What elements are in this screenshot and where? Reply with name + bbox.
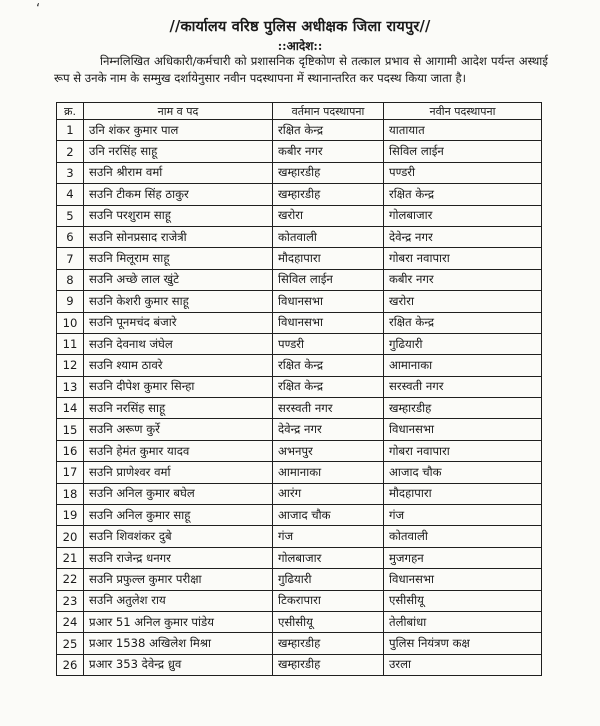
cell-sr: 13 [57,376,84,397]
table-row [57,569,542,590]
cell-new-posting: मुजगहन [384,547,542,568]
cell-current-posting: खम्हारडीह [273,633,384,654]
cell-current-posting: गोलबाजार [273,547,384,568]
cell-current-posting: गुढियारी [273,569,384,590]
cell-name: सउनि अच्छे लाल खुंटे [84,269,273,290]
cell-current-posting: आरंग [273,483,384,504]
table-row [57,440,542,461]
table-row [57,205,542,226]
cell-name: सउनि राजेन्द्र धनगर [84,547,273,568]
table-row [57,333,542,354]
cell-current-posting: टिकरापारा [273,590,384,611]
table-row [57,611,542,632]
cell-new-posting: एसीसीयू [384,590,542,611]
cell-name: सउनि अतुलेश राय [84,590,273,611]
cell-new-posting: गुढियारी [384,333,542,354]
cell-sr: 6 [57,226,84,247]
cell-new-posting: मौदहापारा [384,483,542,504]
cell-name: उनि शंकर कुमार पाल [84,120,273,141]
cell-sr: 22 [57,569,84,590]
cell-sr: 7 [57,248,84,269]
cell-new-posting: कोतवाली [384,526,542,547]
cell-new-posting: उरला [384,654,542,675]
cell-sr: 20 [57,526,84,547]
cell-current-posting: देवेन्द्र नगर [273,419,384,440]
cell-sr: 14 [57,398,84,419]
table-row [57,633,542,654]
cell-name: सउनि मिलूराम साहू [84,248,273,269]
cell-sr: 24 [57,611,84,632]
cell-sr: 3 [57,162,84,183]
table-row [57,248,542,269]
cell-sr: 11 [57,333,84,354]
cell-new-posting: सिविल लाईन [384,141,542,162]
table-row [57,184,542,205]
cell-name: सउनि प्राणेश्वर वर्मा [84,462,273,483]
cell-new-posting: तेलीबांधा [384,611,542,632]
cell-current-posting: रक्षित केन्द्र [273,376,384,397]
cell-new-posting: रक्षित केन्द्र [384,184,542,205]
cell-name: सउनि प्रफुल्ल कुमार परीक्षा [84,569,273,590]
cell-new-posting: सरस्वती नगर [384,376,542,397]
cell-new-posting: गोबरा नवापारा [384,440,542,461]
cell-new-posting: देवेन्द्र नगर [384,226,542,247]
cell-new-posting: आजाद चौक [384,462,542,483]
cell-current-posting: कोतवाली [273,226,384,247]
cell-current-posting: मौदहापारा [273,248,384,269]
cell-new-posting: पण्डरी [384,162,542,183]
table-row [57,398,542,419]
cell-name: उनि नरसिंह साहू [84,141,273,162]
table-row [57,162,542,183]
cell-current-posting: आमानाका [273,462,384,483]
header-sr: क्र. [57,103,84,120]
cell-sr: 23 [57,590,84,611]
cell-sr: 1 [57,120,84,141]
cell-new-posting: रक्षित केन्द्र [384,312,542,333]
cell-sr: 18 [57,483,84,504]
cell-new-posting: पुलिस नियंत्रण कक्ष [384,633,542,654]
cell-current-posting: खरोरा [273,205,384,226]
cell-current-posting: पण्डरी [273,333,384,354]
table-row [57,462,542,483]
cell-sr: 26 [57,654,84,675]
table-row [57,547,542,568]
table-row [57,141,542,162]
transfer-table [56,102,542,676]
table-header-row [57,103,542,120]
cell-current-posting: सिविल लाईन [273,269,384,290]
cell-sr: 10 [57,312,84,333]
table-row [57,505,542,526]
cell-current-posting: खम्हारडीह [273,654,384,675]
table-row [57,312,542,333]
header-name: नाम व पद [84,103,273,120]
cell-new-posting: आमानाका [384,355,542,376]
intro-paragraph: निम्नलिखित अधिकारी/कर्मचारी को प्रशासनिक दृष्टिकोण से तत्काल प्रभाव से आगामी आदेश पर्यन्त अस्थाई रूप से उनके नाम के सम्मुख दर्शायेनुसार नवीन पदस्थापना में स्थानान्तरित कर पदस्थ किया जाता है। [54,54,548,85]
cell-new-posting: यातायात [384,120,542,141]
cell-new-posting: गोबरा नवापारा [384,248,542,269]
header-new-posting: नवीन पदस्थापना [384,103,542,120]
cell-name: सउनि केशरी कुमार साहू [84,291,273,312]
cell-name: सउनि देवनाथ जंघेल [84,333,273,354]
cell-sr: 4 [57,184,84,205]
cell-sr: 17 [57,462,84,483]
page-title: //कार्यालय वरिष्ठ पुलिस अधीक्षक जिला रायपुर// [169,18,431,35]
cell-sr: 9 [57,291,84,312]
cell-current-posting: कबीर नगर [273,141,384,162]
cell-sr: 19 [57,505,84,526]
cell-new-posting: कबीर नगर [384,269,542,290]
cell-sr: 15 [57,419,84,440]
table-row [57,269,542,290]
cell-current-posting: रक्षित केन्द्र [273,355,384,376]
table-row [57,120,542,141]
cell-sr: 16 [57,440,84,461]
cell-current-posting: विधानसभा [273,291,384,312]
cell-current-posting: रक्षित केन्द्र [273,120,384,141]
order-heading: ::आदेश:: [277,39,323,53]
cell-sr: 12 [57,355,84,376]
cell-current-posting: खम्हारडीह [273,184,384,205]
cell-name: सउनि पूनमचंद बंजारे [84,312,273,333]
cell-name: प्रआर 51 अनिल कुमार पांडेय [84,611,273,632]
cell-name: सउनि सोनप्रसाद राजेत्री [84,226,273,247]
table-row [57,291,542,312]
table-row [57,419,542,440]
cell-sr: 25 [57,633,84,654]
table-row [57,654,542,675]
cell-current-posting: गंज [273,526,384,547]
cell-current-posting: आजाद चौक [273,505,384,526]
cell-sr: 5 [57,205,84,226]
table-row [57,590,542,611]
corner-mark: ‘ [36,2,41,17]
cell-name: सउनि टीकम सिंह ठाकुर [84,184,273,205]
cell-name: सउनि हेमंत कुमार यादव [84,440,273,461]
cell-sr: 21 [57,547,84,568]
cell-name: सउनि नरसिंह साहू [84,398,273,419]
cell-sr: 8 [57,269,84,290]
cell-name: सउनि शिवशंकर दुबे [84,526,273,547]
cell-name: सउनि अनिल कुमार बघेल [84,483,273,504]
cell-name: सउनि दीपेश कुमार सिन्हा [84,376,273,397]
cell-new-posting: विधानसभा [384,569,542,590]
cell-new-posting: गंज [384,505,542,526]
cell-name: सउनि अनिल कुमार साहू [84,505,273,526]
cell-current-posting: अभनपुर [273,440,384,461]
cell-new-posting: खम्हारडीह [384,398,542,419]
cell-current-posting: सरस्वती नगर [273,398,384,419]
cell-new-posting: विधानसभा [384,419,542,440]
cell-name: सउनि परशुराम साहू [84,205,273,226]
cell-current-posting: एसीसीयू [273,611,384,632]
cell-name: प्रआर 1538 अखिलेश मिश्रा [84,633,273,654]
table-row [57,376,542,397]
cell-name: सउनि श्रीराम वर्मा [84,162,273,183]
cell-name: सउनि अरूण कुर्रे [84,419,273,440]
table-row [57,226,542,247]
table-row [57,526,542,547]
cell-current-posting: खम्हारडीह [273,162,384,183]
cell-sr: 2 [57,141,84,162]
header-current-posting: वर्तमान पदस्थापना [273,103,384,120]
cell-current-posting: विधानसभा [273,312,384,333]
cell-name: सउनि श्याम ठावरे [84,355,273,376]
table-row [57,483,542,504]
cell-new-posting: गोलबाजार [384,205,542,226]
cell-new-posting: खरोरा [384,291,542,312]
cell-name: प्रआर 353 देवेन्द्र ध्रुव [84,654,273,675]
table-row [57,355,542,376]
